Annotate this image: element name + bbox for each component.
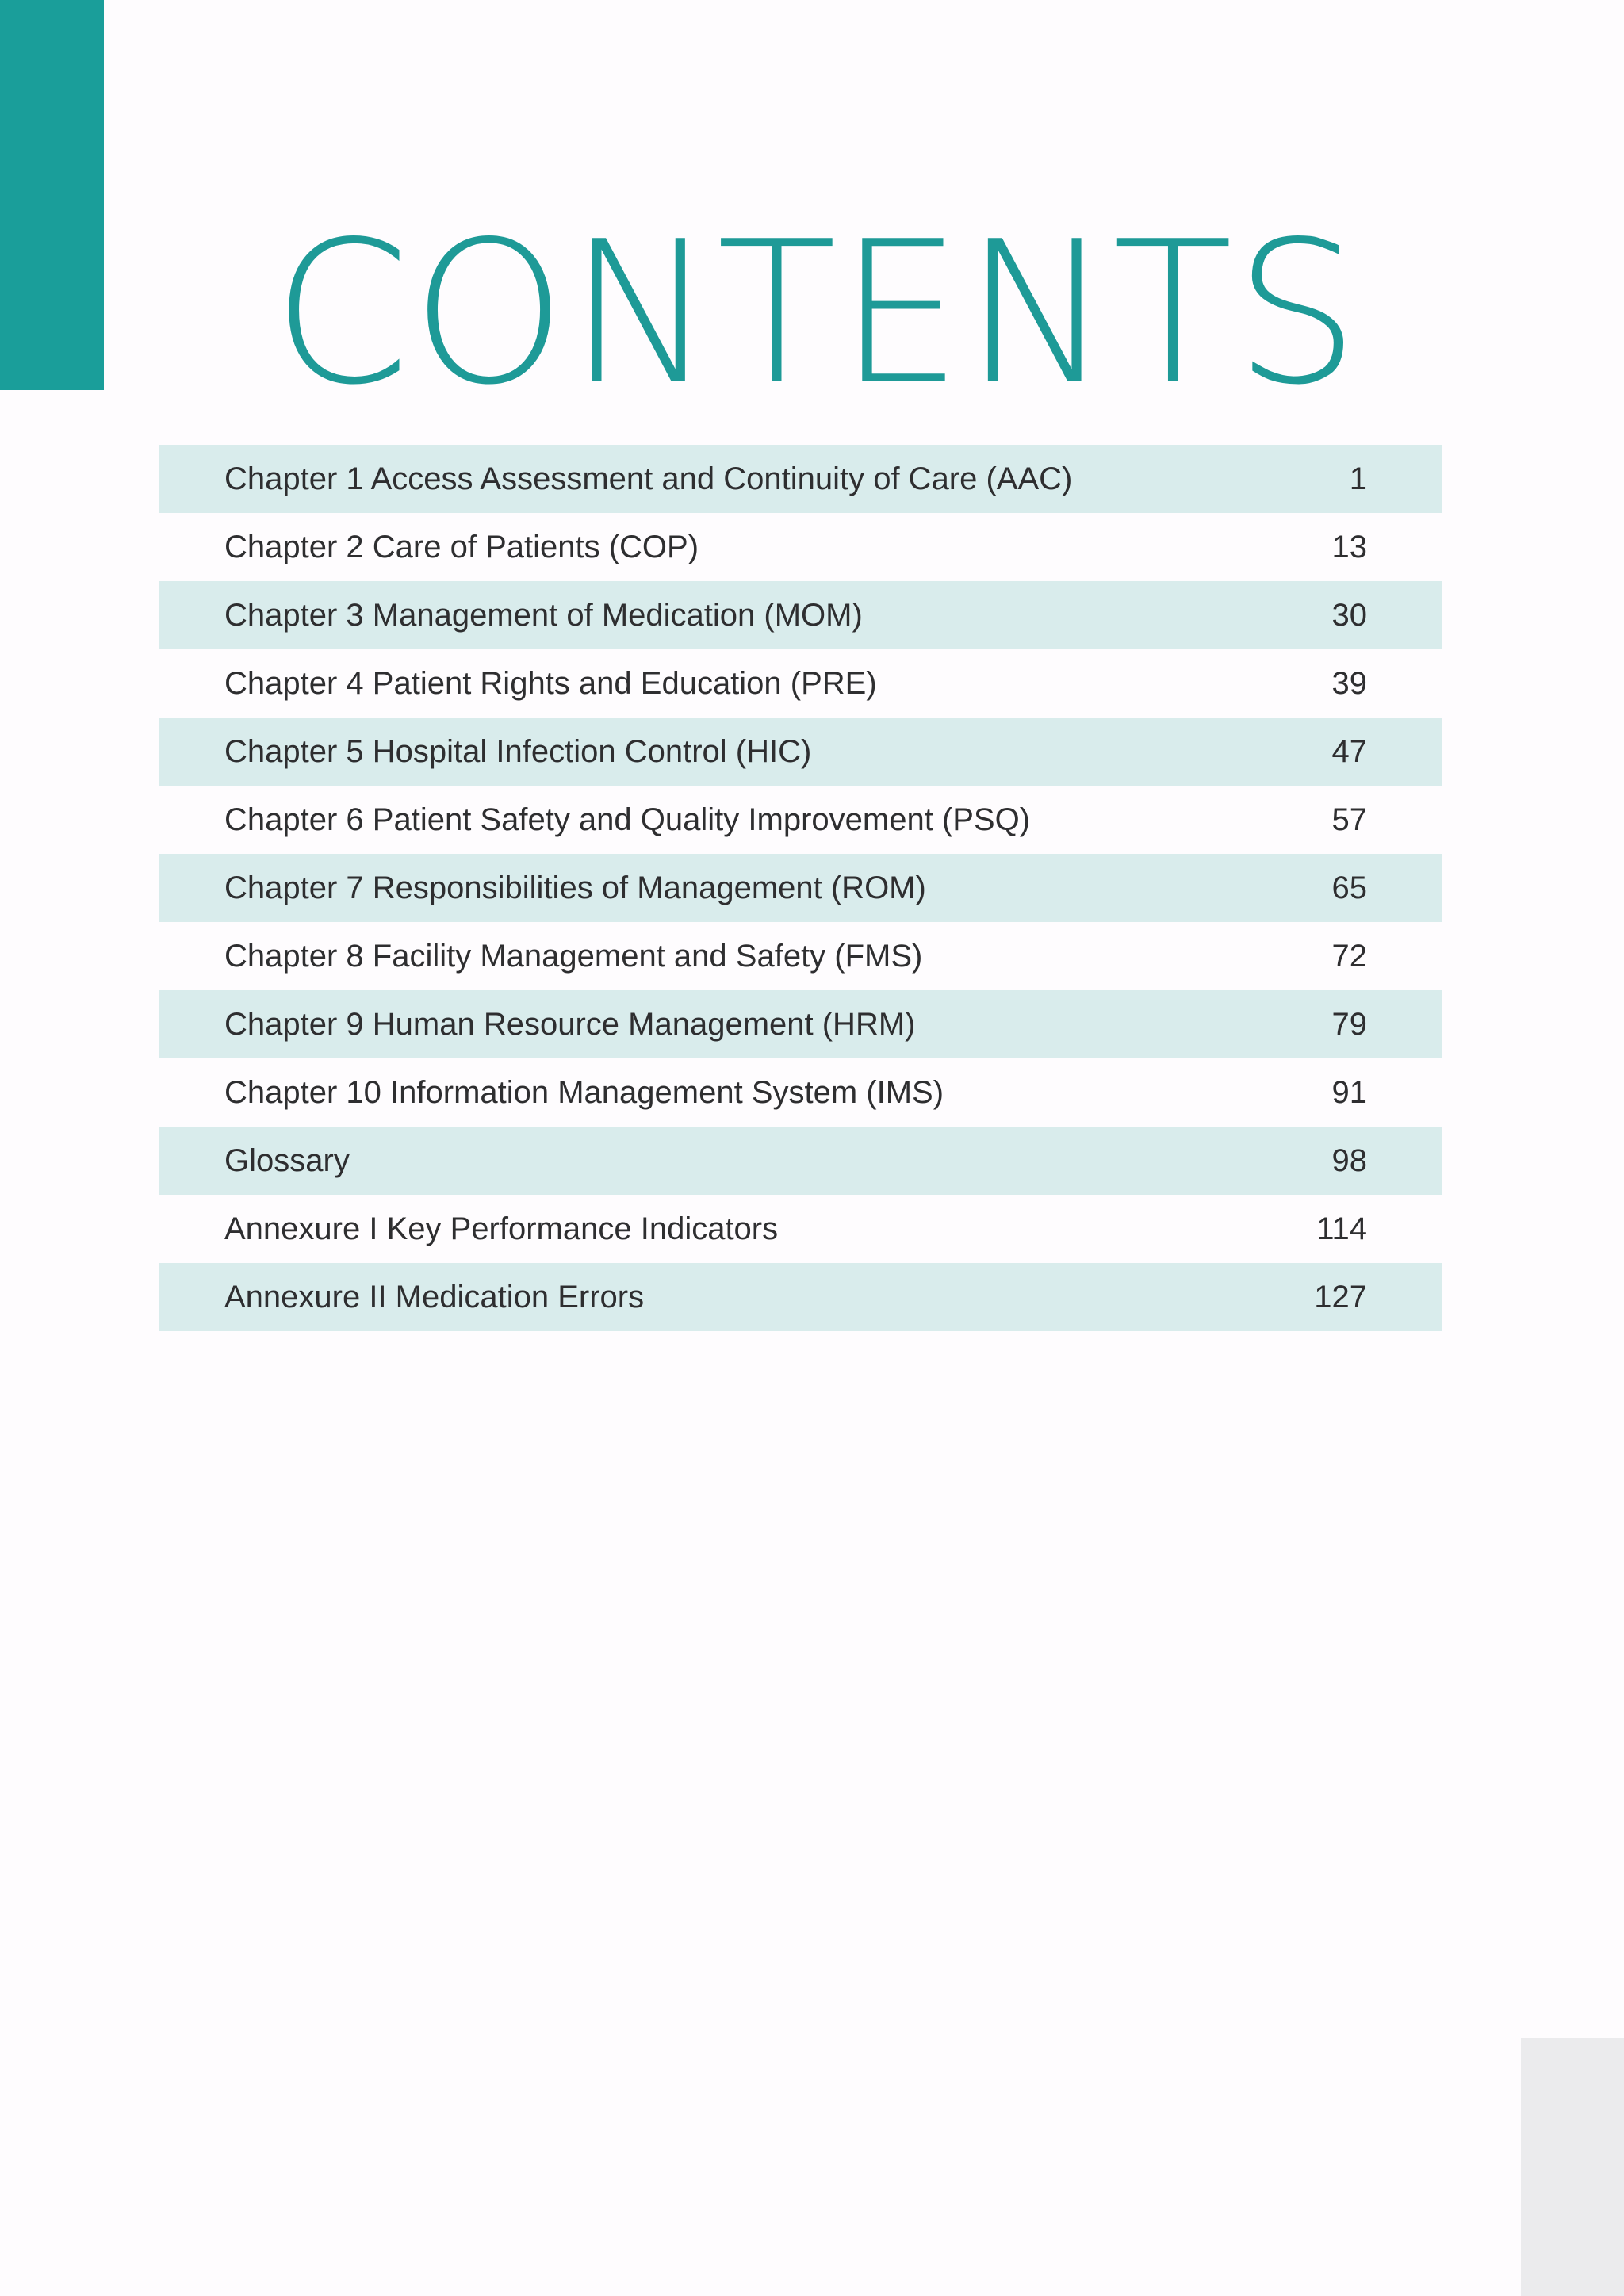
toc-entry-label: Chapter 1 Access Assessment and Continuity of Care (AAC) — [224, 461, 1073, 496]
toc-entry[interactable] — [159, 1127, 1442, 1195]
toc-entry[interactable] — [159, 513, 1442, 581]
toc-entry-page: 57 — [1331, 802, 1367, 837]
toc-entry-page: 114 — [1316, 1211, 1367, 1246]
toc-entry-label: Annexure I Key Performance Indicators — [224, 1211, 779, 1246]
toc-entry-page: 39 — [1331, 665, 1367, 701]
toc-entry-label: Chapter 5 Hospital Infection Control (HIC) — [224, 733, 812, 769]
toc-entry-page: 65 — [1331, 870, 1367, 905]
toc-entry-page: 79 — [1331, 1006, 1367, 1042]
toc-entry-label: Annexure II Medication Errors — [224, 1279, 645, 1314]
table-of-contents — [159, 445, 1442, 1331]
toc-entry-label: Chapter 7 Responsibilities of Management (ROM) — [224, 870, 926, 905]
toc-entry[interactable] — [159, 581, 1442, 649]
toc-entry[interactable] — [159, 445, 1442, 513]
toc-entry[interactable] — [159, 786, 1442, 854]
toc-entry-page: 47 — [1331, 733, 1367, 769]
toc-entry[interactable] — [159, 1058, 1442, 1127]
corner-tab — [1521, 2038, 1624, 2296]
toc-entry[interactable] — [159, 854, 1442, 922]
toc-entry[interactable] — [159, 1195, 1442, 1263]
toc-entry-page: 98 — [1331, 1142, 1367, 1178]
toc-entry-page: 91 — [1331, 1074, 1367, 1110]
toc-entry-page: 1 — [1349, 461, 1367, 496]
toc-entry-label: Chapter 8 Facility Management and Safety (FMS) — [224, 938, 923, 974]
toc-entry-label: Chapter 2 Care of Patients (COP) — [224, 529, 699, 564]
toc-entry-label: Chapter 9 Human Resource Management (HRM) — [224, 1006, 916, 1042]
toc-entry-label: Glossary — [224, 1142, 350, 1178]
toc-entry-label: Chapter 3 Management of Medication (MOM) — [224, 597, 863, 633]
toc-entry-label: Chapter 4 Patient Rights and Education (PRE) — [224, 665, 877, 701]
toc-entry-page: 13 — [1331, 529, 1367, 564]
toc-entry[interactable] — [159, 990, 1442, 1058]
toc-entry-label: Chapter 10 Information Management System (IMS) — [224, 1074, 944, 1110]
toc-entry[interactable] — [159, 718, 1442, 786]
toc-entry-page: 72 — [1331, 938, 1367, 974]
toc-entry-label: Chapter 6 Patient Safety and Quality Improvement (PSQ) — [224, 802, 1031, 837]
toc-entry[interactable] — [159, 649, 1442, 718]
toc-entry-page: 30 — [1331, 597, 1367, 633]
toc-entry[interactable] — [159, 922, 1442, 990]
toc-entry[interactable] — [159, 1263, 1442, 1331]
page-title: CONTENTS — [272, 200, 1362, 428]
toc-entry-page: 127 — [1314, 1279, 1367, 1314]
